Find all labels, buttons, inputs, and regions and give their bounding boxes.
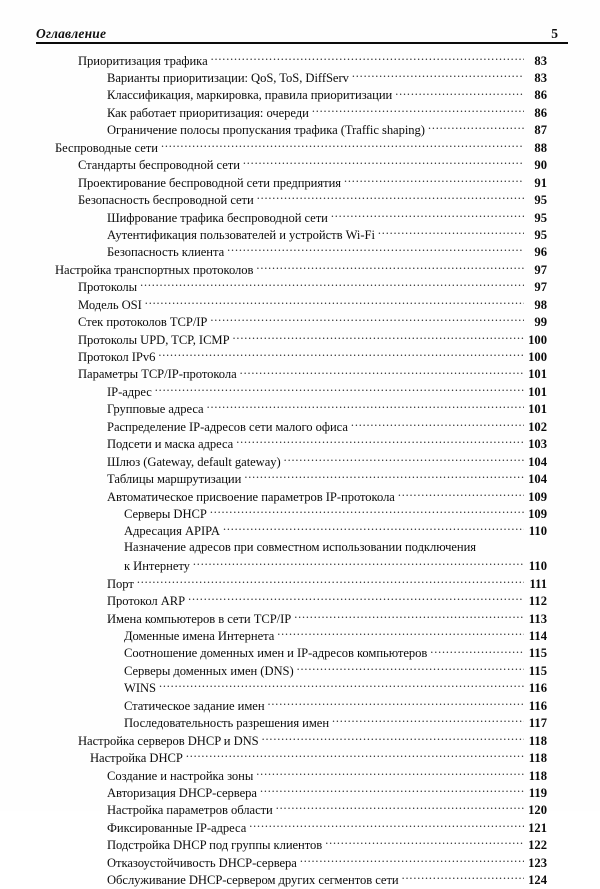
toc-leader-dots <box>227 244 523 257</box>
toc-entry[interactable] <box>0 226 600 243</box>
toc-leader-dots <box>243 157 524 170</box>
toc-entry-page-number: 86 <box>534 88 547 103</box>
toc-entry[interactable] <box>0 331 600 348</box>
toc-entry-page-number: 104 <box>528 472 547 487</box>
toc-entry-label: Автоматическое присвоение параметров IP-протокола <box>107 489 395 504</box>
toc-entry[interactable] <box>0 157 600 174</box>
page-title: Оглавление <box>36 25 107 41</box>
toc-entry[interactable] <box>0 69 600 86</box>
toc-leader-dots <box>430 645 523 658</box>
toc-entry[interactable] <box>0 104 600 121</box>
toc-leader-dots <box>188 593 523 606</box>
toc-leader-dots <box>137 575 524 588</box>
toc-entry[interactable] <box>0 209 600 226</box>
toc-leader-dots <box>402 872 524 885</box>
toc-leader-dots <box>249 819 523 832</box>
toc-entry[interactable] <box>0 52 600 69</box>
toc-entry[interactable] <box>0 401 600 418</box>
toc-leader-dots <box>294 610 523 623</box>
toc-entry[interactable] <box>0 453 600 470</box>
toc-entry[interactable] <box>0 244 600 261</box>
toc-entry[interactable] <box>0 750 600 767</box>
toc-entry-label: Безопасность беспроводной сети <box>78 193 254 208</box>
toc-entry-page-number: 118 <box>528 733 547 748</box>
toc-entry-label: Приоритизация трафика <box>78 53 208 68</box>
toc-entry[interactable] <box>0 575 600 592</box>
toc-entry-page-number: 116 <box>528 681 547 696</box>
toc-entry[interactable] <box>0 872 600 889</box>
toc-entry-label: Групповые адреса <box>107 402 204 417</box>
toc-leader-dots <box>256 767 523 780</box>
toc-entry-page-number: 95 <box>534 193 547 208</box>
toc-entry[interactable] <box>0 87 600 104</box>
toc-entry[interactable] <box>0 296 600 313</box>
toc-entry-page-number: 113 <box>528 611 547 626</box>
toc-entry[interactable] <box>0 784 600 801</box>
toc-leader-dots <box>159 680 524 693</box>
toc-entry[interactable] <box>0 767 600 784</box>
toc-entry-label: Безопасность клиента <box>107 245 225 260</box>
toc-leader-dots <box>186 750 524 763</box>
toc-entry-label: Статическое задание имен <box>124 698 265 713</box>
toc-entry-label: Авторизация DHCP-сервера <box>107 785 257 800</box>
toc-leader-dots <box>325 837 523 850</box>
toc-entry-label: Настройка серверов DHCP и DNS <box>78 733 259 748</box>
toc-leader-dots <box>145 296 524 309</box>
toc-entry-label: Создание и настройка зоны <box>107 768 254 783</box>
toc-entry[interactable] <box>0 122 600 139</box>
toc-entry-page-number: 101 <box>528 367 547 382</box>
toc-entry-label: Соотношение доменных имен и IP-адресов компьютеров <box>124 646 428 661</box>
toc-leader-dots <box>207 401 524 414</box>
toc-entry-page-number: 118 <box>528 751 547 766</box>
toc-leader-dots <box>268 697 524 710</box>
toc-leader-dots <box>351 418 524 431</box>
toc-entry-label: Протоколы UPD, TCP, ICMP <box>78 332 230 347</box>
toc-entry-label: Фиксированные IP-адреса <box>107 820 247 835</box>
toc-entry-page-number: 97 <box>534 280 547 295</box>
toc-entry[interactable] <box>0 697 600 714</box>
toc-entry[interactable] <box>0 139 600 156</box>
toc-entry-page-number: 110 <box>528 559 547 574</box>
toc-entry-label: Беспроводные сети <box>55 140 158 155</box>
toc-entry-page-number: 100 <box>528 332 547 347</box>
toc-entry-page-number: 121 <box>528 820 547 835</box>
toc-entry-label: Отказоустойчивость DHCP-сервера <box>107 855 297 870</box>
toc-leader-dots <box>300 854 524 867</box>
toc-entry[interactable] <box>0 819 600 836</box>
toc-entry-page-number: 118 <box>528 768 547 783</box>
toc-entry-label: Настройка DHCP <box>90 751 183 766</box>
toc-entry-page-number: 114 <box>528 629 547 644</box>
toc-entry-label: Адресация APIPA <box>124 524 220 539</box>
toc-entry[interactable] <box>0 192 600 209</box>
toc-leader-dots <box>161 139 524 152</box>
toc-leader-dots <box>140 279 523 292</box>
toc-entry-label: Протоколы <box>78 280 138 295</box>
toc-entry[interactable] <box>0 436 600 453</box>
toc-entry[interactable] <box>0 366 600 383</box>
toc-entry-page-number: 98 <box>534 297 547 312</box>
toc-entry-label: Настройка параметров области <box>107 803 273 818</box>
toc-leader-dots <box>352 69 524 82</box>
toc-leader-dots <box>257 192 524 205</box>
toc-entry-label: Серверы доменных имен (DNS) <box>124 663 294 678</box>
toc-entry-page-number: 101 <box>528 384 547 399</box>
toc-entry[interactable] <box>0 418 600 435</box>
toc-entry[interactable] <box>0 837 600 854</box>
page-number: 5 <box>551 25 558 41</box>
table-of-contents <box>0 52 600 889</box>
toc-entry[interactable] <box>0 662 600 679</box>
toc-leader-dots <box>193 558 524 571</box>
toc-entry[interactable] <box>0 627 600 644</box>
toc-entry-wrapped-line[interactable] <box>0 540 600 557</box>
toc-entry[interactable] <box>0 732 600 749</box>
toc-entry-page-number: 102 <box>528 419 547 434</box>
toc-entry[interactable] <box>0 523 600 540</box>
toc-leader-dots <box>331 209 524 222</box>
toc-leader-dots <box>262 732 524 745</box>
toc-leader-dots <box>428 122 524 135</box>
toc-entry-label: Подстройка DHCP под группы клиентов <box>107 838 323 853</box>
toc-leader-dots <box>223 523 524 536</box>
toc-entry-page-number: 88 <box>534 140 547 155</box>
toc-entry[interactable] <box>0 593 600 610</box>
toc-entry-page-number: 122 <box>528 838 547 853</box>
toc-entry-label: Ограничение полосы пропускания трафика (Traffic shaping) <box>107 123 425 138</box>
toc-entry[interactable] <box>0 488 600 505</box>
toc-entry[interactable] <box>0 610 600 627</box>
toc-entry-label: Доменные имена Интернета <box>124 629 275 644</box>
toc-leader-dots <box>244 471 523 484</box>
toc-entry-page-number: 109 <box>528 506 547 521</box>
toc-entry-label: WINS <box>124 681 156 696</box>
toc-entry-page-number: 123 <box>528 855 547 870</box>
toc-entry-page-number: 109 <box>528 489 547 504</box>
header-divider <box>36 42 568 44</box>
toc-entry[interactable] <box>0 348 600 365</box>
toc-entry-label: Как работает приоритизация: очереди <box>107 105 309 120</box>
toc-entry-page-number: 111 <box>529 576 547 591</box>
toc-entry[interactable] <box>0 261 600 278</box>
toc-entry[interactable] <box>0 174 600 191</box>
toc-entry-label: Настройка транспортных протоколов <box>55 262 254 277</box>
toc-entry[interactable] <box>0 715 600 732</box>
toc-leader-dots <box>155 383 524 396</box>
toc-entry-page-number: 124 <box>528 873 547 888</box>
toc-entry-label: Модель OSI <box>78 297 142 312</box>
toc-entry[interactable] <box>0 471 600 488</box>
toc-leader-dots <box>210 314 523 327</box>
toc-leader-dots <box>277 627 523 640</box>
toc-entry-page-number: 120 <box>528 803 547 818</box>
toc-entry[interactable] <box>0 314 600 331</box>
toc-entry-page-number: 117 <box>528 716 547 731</box>
toc-entry-page-number: 103 <box>528 437 547 452</box>
toc-entry-label: Шлюз (Gateway, default gateway) <box>107 454 281 469</box>
toc-entry-label: Обслуживание DHCP-сервером других сегментов сети <box>107 873 399 888</box>
toc-entry-label: Подсети и маска адреса <box>107 437 234 452</box>
toc-entry[interactable] <box>0 279 600 296</box>
toc-leader-dots <box>395 87 523 100</box>
toc-entry-label: Протокол IPv6 <box>78 350 156 365</box>
toc-entry-label: Шифрование трафика беспроводной сети <box>107 210 328 225</box>
toc-entry-page-number: 96 <box>534 245 547 260</box>
toc-entry-page-number: 83 <box>534 71 547 86</box>
toc-entry-page-number: 86 <box>534 105 547 120</box>
toc-entry-label: Таблицы маршрутизации <box>107 472 242 487</box>
toc-entry-page-number: 95 <box>534 227 547 242</box>
toc-leader-dots <box>211 52 524 65</box>
toc-entry-label: Протокол ARP <box>107 594 186 609</box>
toc-leader-dots <box>398 488 524 501</box>
toc-entry-page-number: 115 <box>528 663 547 678</box>
toc-entry-page-number: 83 <box>534 53 547 68</box>
toc-entry-label: Проектирование беспроводной сети предприятия <box>78 175 342 190</box>
toc-entry-label: IP-адрес <box>107 384 152 399</box>
toc-entry[interactable] <box>0 505 600 522</box>
toc-entry-page-number: 104 <box>528 454 547 469</box>
toc-entry-label: Последовательность разрешения имен <box>124 716 330 731</box>
toc-entry-page-number: 100 <box>528 350 547 365</box>
toc-leader-dots <box>256 261 523 274</box>
toc-entry-page-number: 99 <box>534 315 547 330</box>
toc-entry-page-number: 116 <box>528 698 547 713</box>
toc-entry-label: Порт <box>107 576 134 591</box>
toc-entry-label: Параметры TCP/IP-протокола <box>78 367 237 382</box>
toc-entry[interactable] <box>0 680 600 697</box>
toc-entry-label: к Интернету <box>124 559 190 574</box>
toc-leader-dots <box>284 453 524 466</box>
toc-leader-dots <box>158 348 523 361</box>
toc-entry-label: Назначение адресов при совместном использовании подключения <box>124 540 477 555</box>
toc-entry-label: Стандарты беспроводной сети <box>78 158 240 173</box>
toc-entry[interactable] <box>0 645 600 662</box>
toc-entry-label: Имена компьютеров в сети TCP/IP <box>107 611 292 626</box>
toc-leader-dots <box>236 436 523 449</box>
toc-entry-label: Варианты приоритизации: QoS, ToS, DiffServ <box>107 71 349 86</box>
toc-leader-dots <box>210 505 524 518</box>
toc-entry-page-number: 91 <box>534 175 547 190</box>
toc-leader-dots <box>240 366 524 379</box>
toc-entry-label: Аутентификация пользователей и устройств Wi-Fi <box>107 227 375 242</box>
toc-leader-dots <box>378 226 524 239</box>
toc-leader-dots <box>260 784 524 797</box>
toc-entry-page-number: 97 <box>534 262 547 277</box>
toc-leader-dots <box>332 715 523 728</box>
toc-entry[interactable] <box>0 558 600 575</box>
toc-entry[interactable] <box>0 854 600 871</box>
toc-entry-page-number: 110 <box>528 524 547 539</box>
running-header <box>36 20 568 42</box>
toc-entry-page-number: 90 <box>534 158 547 173</box>
toc-entry-label: Стек протоколов TCP/IP <box>78 315 208 330</box>
toc-entry[interactable] <box>0 383 600 400</box>
toc-entry-page-number: 115 <box>528 646 547 661</box>
toc-entry-label: Распределение IP-адресов сети малого офиса <box>107 419 348 434</box>
toc-entry-page-number: 95 <box>534 210 547 225</box>
toc-leader-dots <box>312 104 524 117</box>
toc-leader-dots <box>233 331 524 344</box>
toc-entry-page-number: 101 <box>528 402 547 417</box>
toc-leader-dots <box>297 662 524 675</box>
toc-leader-dots <box>276 802 524 815</box>
toc-entry-page-number: 112 <box>528 594 547 609</box>
toc-entry-page-number: 119 <box>528 785 547 800</box>
toc-entry-label: Классификация, маркировка, правила приоритизации <box>107 88 393 103</box>
toc-entry-label: Серверы DHCP <box>124 506 207 521</box>
toc-entry-page-number: 87 <box>534 123 547 138</box>
toc-leader-dots <box>344 174 523 187</box>
